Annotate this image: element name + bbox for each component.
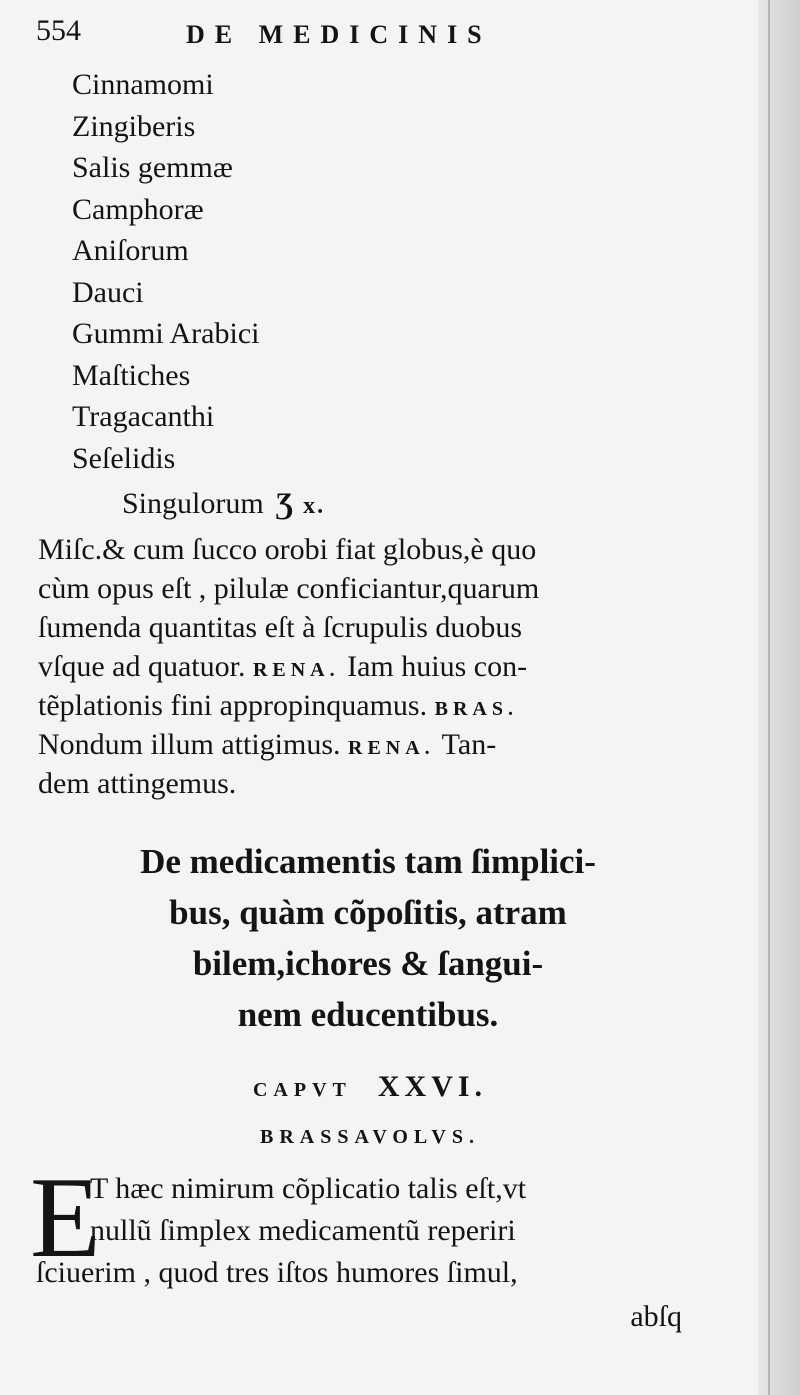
drop-cap: E [30, 1154, 101, 1282]
ingredient-item: Aniſorum [72, 234, 189, 267]
ingredient-item: Camphoræ [72, 192, 204, 226]
text-span: cùm opus eſt , pilulæ conficiantur,quarum [38, 572, 540, 605]
title-line: De medicamentis tam ſimplici- [140, 842, 596, 881]
text-line: T hæc nimirum cõplicatio talis eſt,vt [90, 1172, 527, 1205]
section-title [38, 836, 698, 1040]
text-line: ſciuerim , quod tres iſtos humores ſimul, [36, 1256, 518, 1289]
opening-paragraph [36, 1168, 696, 1294]
text-span: Nondum illum attigimus. [38, 728, 349, 761]
title-line: bus, quàm cõpoſitis, atram [169, 893, 567, 932]
text-span: ſumenda quantitas eſt à ſcrupulis duobus [38, 611, 523, 644]
ingredient-item: Salis gemmæ [72, 151, 233, 184]
chapter-number: XXVI. [377, 1070, 488, 1103]
speaker-heading: BRASSAVOLVS. [259, 1126, 480, 1148]
speaker-abbrev: RENA. [348, 737, 435, 759]
text-line [38, 569, 698, 608]
ingredient-item: Seſelidis [72, 441, 176, 475]
dose-label: Singulorum [122, 487, 264, 520]
text-span: dem attingemus. [38, 767, 237, 800]
dose-line [122, 487, 325, 521]
drachm-symbol: Ʒ [275, 487, 294, 520]
chapter-label: CAPVT [252, 1079, 352, 1101]
text-span: Tan- [434, 728, 497, 761]
speaker-abbrev: RENA. [252, 659, 340, 681]
text-line [38, 647, 698, 686]
title-line: nem educentibus. [237, 995, 499, 1034]
title-line: bilem,ichores & ſangui- [192, 944, 544, 983]
text-line [38, 530, 698, 569]
text-span: Iam huius con- [339, 650, 528, 683]
body-paragraph [38, 530, 698, 803]
text-span: Miſc.& cum ſucco orobi fiat globus,è quo [38, 533, 537, 566]
gutter-divider [768, 0, 770, 1395]
page-gutter [758, 0, 800, 1395]
page-number: 554 [36, 14, 81, 47]
ingredient-item: Cinnamomi [72, 68, 214, 101]
text-span: tẽplationis fini appropinquamus. [38, 689, 435, 722]
ingredient-item: Zingiberis [72, 109, 196, 143]
text-line: nullũ ſimplex medicamentũ reperiri [90, 1214, 516, 1247]
ingredient-item: Maſtiches [72, 358, 191, 392]
page-header [36, 14, 596, 54]
ingredient-item: Dauci [72, 275, 144, 309]
text-line [38, 686, 698, 725]
catchword: abſq [630, 1300, 682, 1333]
ingredient-item: Tragacanthi [72, 400, 215, 433]
text-line [38, 764, 698, 803]
text-line [38, 608, 698, 647]
dose-amount: x. [303, 493, 326, 519]
chapter-heading [0, 1070, 740, 1104]
text-span: vſque ad quatuor. [38, 650, 253, 683]
ingredient-list [72, 64, 492, 479]
running-head: DE MEDICINIS [186, 20, 492, 49]
speaker-abbrev: BRAS. [434, 698, 518, 720]
text-line [38, 725, 698, 764]
ingredient-item: Gummi Arabici [72, 317, 260, 350]
